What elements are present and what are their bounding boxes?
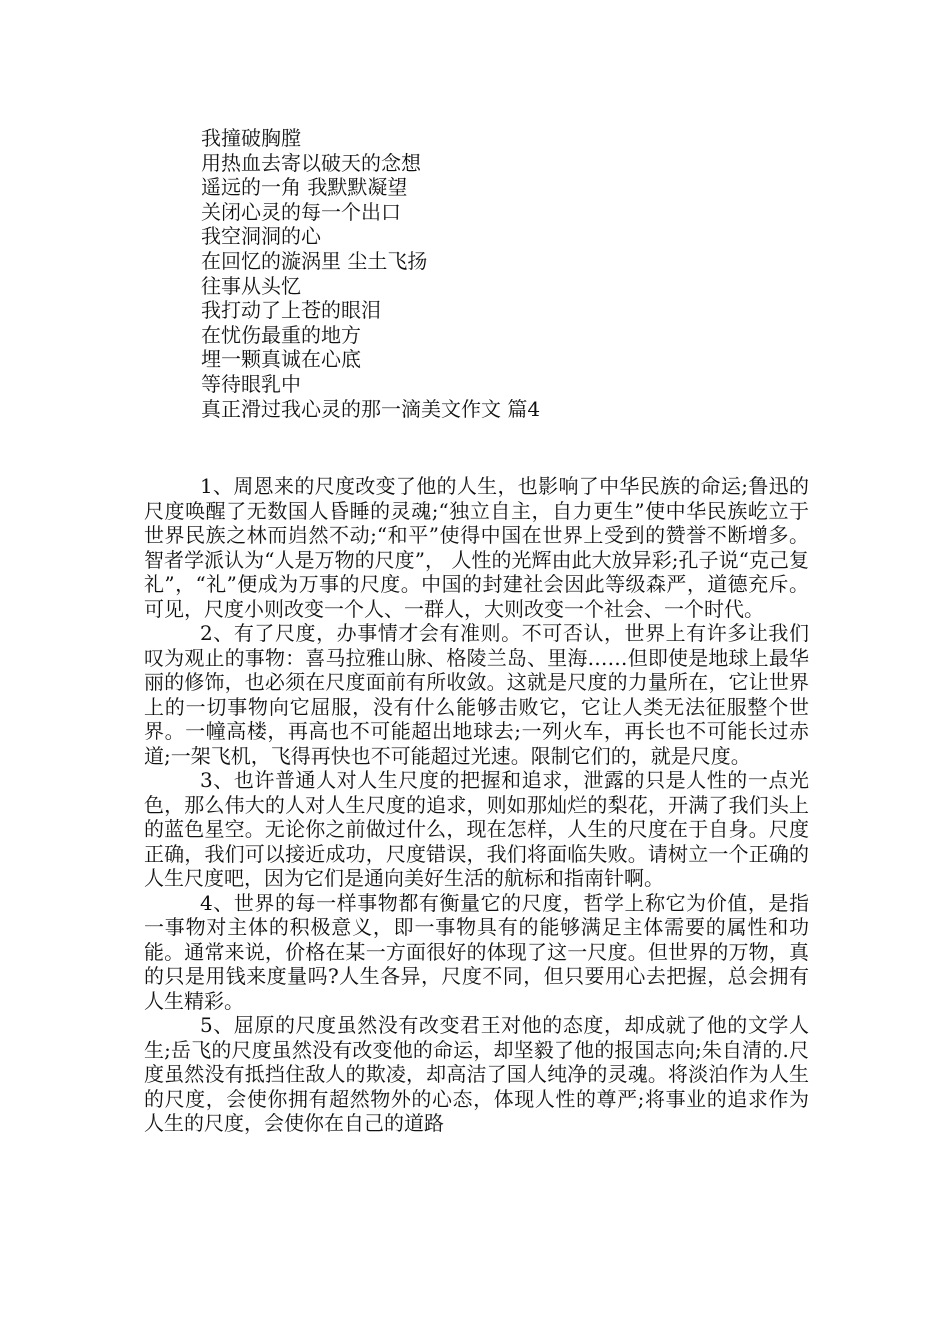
essay-body <box>144 474 809 1136</box>
section-heading: 真正滑过我心灵的那一滴美文作文 篇4 <box>201 396 541 421</box>
poem-line: 往事从头忆 <box>201 273 301 298</box>
essay-paragraph-5: 5、屈原的尺度虽然没有改变君王对他的态度，却成就了他的文学人生;岳飞的尺度虽然没有改变他的命运，却坚毅了他的报国志向;朱自清的.尺度虽然没有抵挡住敌人的欺凌，却高洁了国人纯净的灵魂。将淡泊作为人生的尺度，会使你拥有超然物外的心态，体现人性的尊严;将事业的追求作为人生的尺度，会使你在自己的道路 <box>144 1013 809 1135</box>
poem-line: 埋一颗真诚在心底 <box>201 347 361 372</box>
poem-line: 在回忆的漩涡里 尘土飞扬 <box>201 248 428 273</box>
poem-line: 遥远的一角 我默默凝望 <box>201 175 408 200</box>
poem-line: 我空洞洞的心 <box>201 224 321 249</box>
poem-line: 关闭心灵的每一个出口 <box>201 199 401 224</box>
poem-line: 用热血去寄以破天的念想 <box>201 150 421 175</box>
essay-paragraph-4: 4、世界的每一样事物都有衡量它的尺度，哲学上称它为价值，是指一事物对主体的积极意义，即一事物具有的能够满足主体需要的属性和功能。通常来说，价格在某一方面很好的体现了这一尺度。但世界的万物，真的只是用钱来度量吗?人生各异，尺度不同，但只要用心去把握，总会拥有人生精彩。 <box>144 890 809 1013</box>
essay-paragraph-3: 3、也许普通人对人生尺度的把握和追求，泄露的只是人性的一点光色，那么伟大的人对人生尺度的追求，则如那灿烂的梨花，开满了我们头上的蓝色星空。无论你之前做过什么，现在怎样，人生的尺度在于自身。尺度正确，我们可以接近成功，尺度错误，我们将面临失败。请树立一个正确的人生尺度吧，因为它们是通向美好生活的航标和指南针啊。 <box>144 768 809 890</box>
poem-line: 等待眼乳中 <box>201 371 301 396</box>
poem-line: 我撞破胸膛 <box>201 126 301 150</box>
essay-paragraph-1: 1、周恩来的尺度改变了他的人生，也影响了中华民族的命运;鲁迅的尺度唤醒了无数国人昏睡的灵魂;“独立自主，自力更生”使中华民族屹立于世界民族之林而岿然不动;“和平”使得中国在世界上受到的赞誉不断增多。智者学派认为“人是万物的尺度”， 人性的光辉由此大放异彩;孔子说“克己复礼”，“礼”便成为万事的尺度。中国的封建社会因此等级森严，道德充斥。可见，尺度小则改变一个人、一群人，大则改变一个社会、一个时代。 <box>144 474 809 621</box>
poem-line: 在忧伤最重的地方 <box>201 322 361 347</box>
poem-block <box>201 126 821 421</box>
poem-line: 我打动了上苍的眼泪 <box>201 298 381 323</box>
essay-paragraph-2: 2、有了尺度，办事情才会有准则。不可否认，世界上有许多让我们叹为观止的事物：喜马拉雅山脉、格陵兰岛、里海……但即使是地球上最华丽的修饰，也必须在尺度面前有所收敛。这就是尺度的力量所在，它让世界上的一切事物向它屈服，没有什么能够击败它，它让人类无法征服整个世界。一幢高楼，再高也不可能超出地球去;一列火车，再长也不可能长过赤道;一架飞机，飞得再快也不可能超过光速。限制它们的，就是尺度。 <box>144 621 809 768</box>
